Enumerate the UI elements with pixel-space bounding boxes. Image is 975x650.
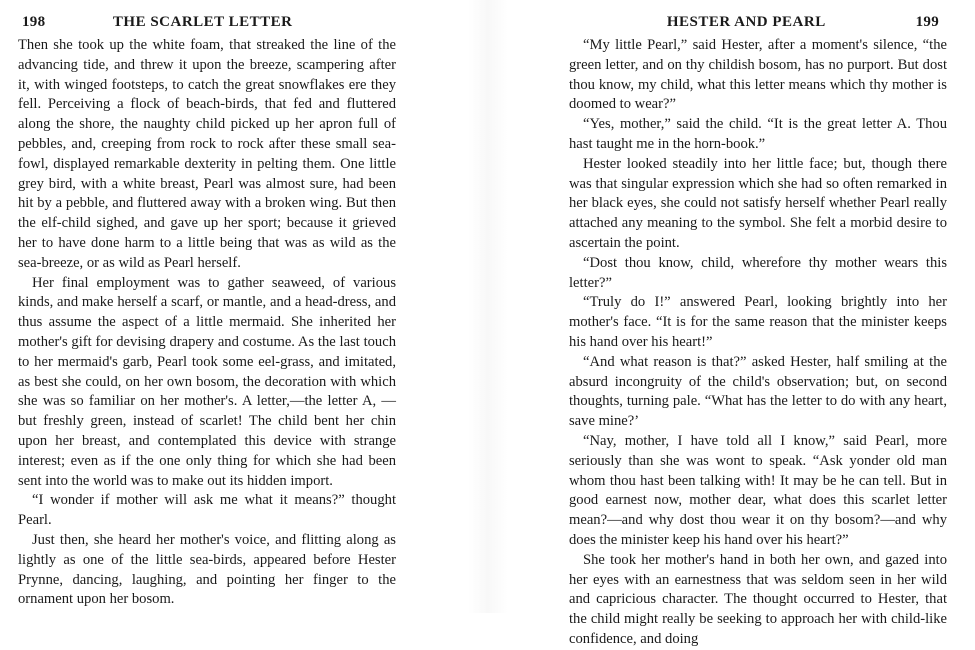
right-running-title: HESTER AND PEARL: [666, 14, 826, 30]
right-paragraph-2: “Yes, mother,” said the child. “It is the great letter A. Thou hast taught me in the horn-book.”: [569, 116, 947, 152]
right-paragraph-7: “Nay, mother, I have told all I know,” said Pearl, more seriously than she was wont to speak. “Ask yonder old man whom thou hast been talking with! It may be he can tell. But in good earnest now, mother dear, what does this scarlet letter mean?—and why dost thou wear it on thy bosom?—and why does the minister keep his hand over his heart?”: [569, 432, 947, 548]
right-page: [487, 0, 975, 647]
right-body-text: [569, 36, 947, 650]
left-page-number: 198: [22, 14, 46, 30]
right-paragraph-8: She took her mother's hand in both her own, and gazed into her eyes with an earnestness that was seldom seen in her wild and capricious character. The thought occurred to Hester, that the child might really be seeking to approach her with child-like confidence, and doing: [569, 551, 947, 647]
right-paragraph-4: “Dost thou know, child, wherefore thy mother wears this letter?”: [569, 254, 947, 291]
left-running-head: [18, 14, 390, 36]
left-paragraph-3: “I wonder if mother will ask me what it means?” thought Pearl.: [18, 492, 396, 529]
right-paragraph-5: “Truly do I!” answered Pearl, looking brightly into her mother's face. “It is for the same reason that the minister keeps his hand over his heart!”: [569, 294, 947, 350]
right-paragraph-3: Hester looked steadily into her little face; but, though there was that singular expression which she had so often remarked in her black eyes, she could not satisfy herself whether Pearl really attached any meaning to the symbol. She felt a morbid desire to ascertain the point.: [569, 155, 947, 251]
left-body-text: [18, 36, 396, 610]
left-running-title: THE SCARLET LETTER: [112, 14, 293, 30]
left-page: [0, 0, 487, 613]
right-paragraph-6: “And what reason is that?” asked Hester, half smiling at the absurd incongruity of the child's observation; but, on second thoughts, turning pale. “What has the letter to do with any heart, save mine?’: [569, 353, 947, 430]
left-paragraph-4: Just then, she heard her mother's voice, and flitting along as lightly as one of the little sea-birds, appeared before Hester Prynne, dancing, laughing, and pointing her finger to the ornament upon her bosom.: [18, 531, 396, 608]
right-running-head: [547, 14, 939, 36]
left-paragraph-1: Then she took up the white foam, that streaked the line of the advancing tide, and threw it upon the breeze, scampering after it, with winged footsteps, to catch the great snowflakes ere they fell. Perceiving a flock of beach-birds, that fed and fluttered along the shore, the naughty child picked up her apron full of pebbles, and, creeping from rock to rock after these small sea-fowl, displayed remarkable dexterity in pelting them. One little grey bird, with a white breast, Pearl was almost sure, had been hit by a pebble, and fluttered away with a broken wing. But then the elf-child sighed, and gave up her sport; because it grieved her to have done harm to a little being that was as wild as the sea-breeze, or as wild as Pearl herself.: [18, 37, 396, 271]
right-page-number: 199: [915, 14, 939, 30]
right-paragraph-1: “My little Pearl,” said Hester, after a moment's silence, “the green letter, and on thy childish bosom, has no purport. But dost thou know, my child, what this letter means which thy mother is doomed to wear?”: [569, 37, 947, 113]
left-paragraph-2: Her final employment was to gather seaweed, of various kinds, and make herself a scarf, or mantle, and a head-dress, and thus assume the aspect of a little mermaid. She inherited her mother's gift for devising drapery and costume. As the last touch to her mermaid's garb, Pearl took some eel-grass, and imitated, as best she could, on her own bosom, the decoration with which she was so familiar on her mother's. A letter,—the letter A, —but freshly green, instead of scarlet! The child bent her chin upon her breast, and contemplated this device with strange interest; even as if the one only thing for which she had been sent into the world was to make out its hidden import.: [18, 274, 396, 489]
